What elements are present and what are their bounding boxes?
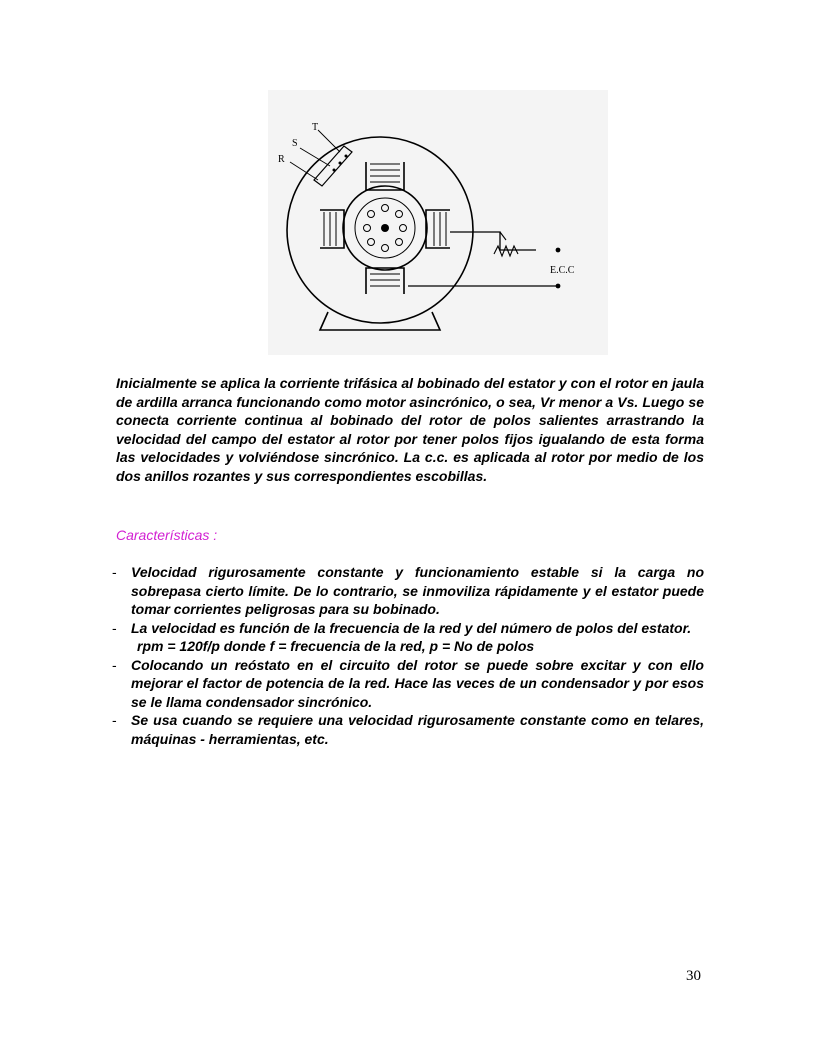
rheostat [494, 246, 518, 256]
label-r: R [278, 154, 285, 165]
list-item-text: Colocando un reóstato en el circuito del rotor se puede sobre excitar y con ello mejorar el factor de potencia de la red. Hace las veces de un condensador y por esos se le llama condensador sincrónico. [131, 656, 704, 710]
list-item-text: Se usa cuando se requiere una velocidad rigurosamente constante como en telares, máquinas - herramientas, etc. [131, 712, 704, 747]
list-item [112, 619, 704, 656]
rpm-formula: rpm = 120f/p donde f = frecuencia de la red, p = No de polos [137, 638, 535, 654]
characteristics-list [112, 563, 704, 748]
label-t: T [312, 122, 319, 133]
intro-paragraph: Inicialmente se aplica la corriente trifásica al bobinado del estator y con el rotor en jaula de ardilla arranca funcionando como motor asincrónico, o sea, Vr menor a Vs. Luego se conecta corriente continua al bobinado del rotor de polos salientes arrastrando la velocidad del campo del estator al rotor por tener polos fijos igualando de esta forma las velocidades y volviéndose sincrónico. La c.c. es aplicada al rotor por medio de los dos anillos rozantes y sus correspondientes escobillas. [116, 375, 704, 484]
bullet-dash: - [112, 712, 117, 728]
bullet-dash: - [112, 656, 117, 673]
list-item-text: Velocidad rigurosamente constante y funcionamiento estable si la carga no sobrepasa cierto límite. De lo contrario, se inmoviliza rápidamente y el estator puede tomar corrientes peligrosas para su bobinado. [131, 564, 704, 617]
label-s: S [292, 138, 298, 149]
motor-diagram [268, 90, 608, 355]
terminal-box [314, 146, 352, 186]
list-item [112, 711, 704, 748]
list-item [112, 656, 704, 712]
characteristics-title: Características : [116, 527, 218, 543]
list-item-text: La velocidad es función de la frecuencia de la red y del número de polos del estator. [131, 619, 692, 636]
bullet-dash: - [112, 564, 117, 580]
page-number: 30 [686, 968, 701, 984]
synchronous-motor-schematic [268, 90, 608, 355]
list-item [112, 563, 704, 619]
label-ecc: E.C.C [550, 265, 575, 276]
stator-frame [287, 137, 473, 323]
motor-base [320, 312, 440, 330]
bullet-dash: - [112, 619, 117, 636]
